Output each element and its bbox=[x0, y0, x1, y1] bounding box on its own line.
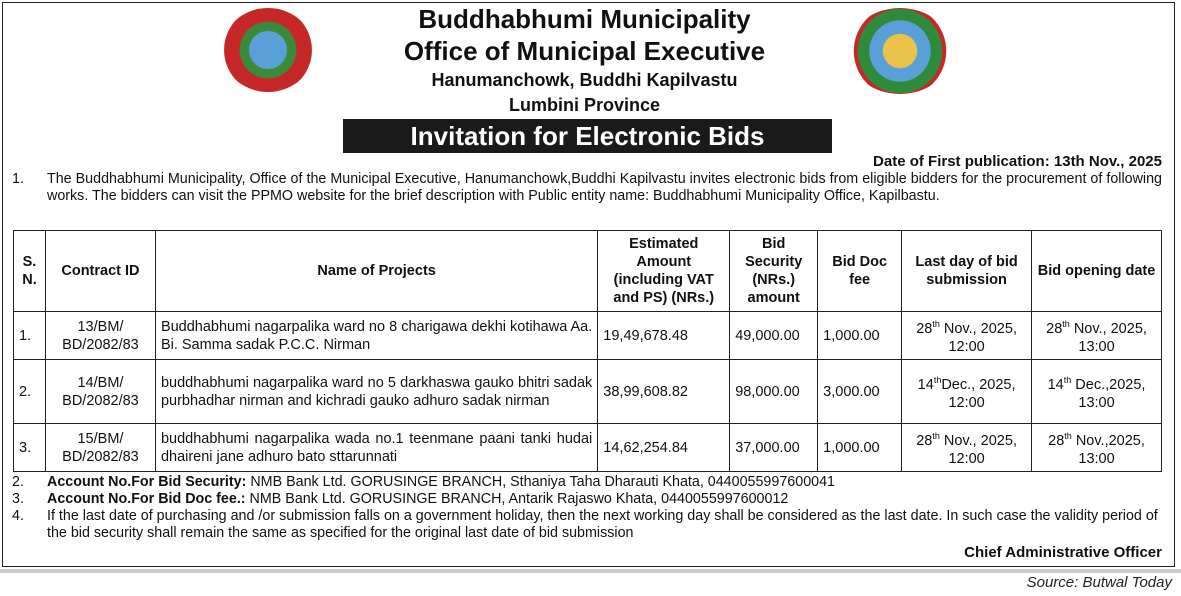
publication-date: Date of First publication: 13th Nov., 2025 bbox=[873, 153, 1162, 170]
date-rest: Dec., 2025, 12:00 bbox=[941, 376, 1016, 411]
date-rest: Nov., 2025, 13:00 bbox=[1069, 320, 1147, 355]
cell-bid-doc-fee: 1,000.00 bbox=[818, 312, 902, 360]
account-label: Account No.For Bid Security: bbox=[47, 474, 247, 490]
day: 28 bbox=[916, 432, 933, 449]
date-rest: Nov., 2025, 12:00 bbox=[939, 320, 1017, 355]
ordinal: th bbox=[1063, 375, 1072, 386]
header-bid-doc-fee: Bid Doc fee bbox=[818, 231, 902, 312]
header-estimated-amount: Estimated Amount (including VAT and PS) (NRs.) bbox=[598, 231, 730, 312]
bids-table bbox=[13, 230, 1162, 472]
day: 14 bbox=[917, 376, 934, 393]
para-text: The Buddhabhumi Municipality, Office of the Municipal Executive, Hanumanchowk,Buddhi Kapilvastu invites electronic bids from eligible bidders for the procurement of following works. The bidders can visit the PPMO website for the brief description with Public entity name: Buddhabhumi Municipality Office, Kapilbastu. bbox=[47, 171, 1162, 204]
cell-contract-id: 15/BM/ BD/2082/83 bbox=[45, 424, 155, 472]
paragraph-3 bbox=[12, 491, 788, 508]
cell-bid-security: 37,000.00 bbox=[730, 424, 818, 472]
ordinal: th bbox=[933, 375, 942, 386]
cell-opening-date bbox=[1032, 424, 1162, 472]
para-number: 2. bbox=[12, 474, 24, 490]
ordinal: th bbox=[932, 431, 940, 442]
title-municipality: Buddhabhumi Municipality bbox=[418, 4, 751, 34]
header-last-day: Last day of bid submission bbox=[902, 231, 1032, 312]
header-bid-security: Bid Security (NRs.) amount bbox=[730, 231, 818, 312]
cell-estimated-amount: 19,49,678.48 bbox=[598, 312, 730, 360]
header-project-name: Name of Projects bbox=[155, 231, 597, 312]
province: Lumbini Province bbox=[508, 95, 661, 115]
cell-project-name: Buddhabhumi nagarpalika ward no 8 charigawa dekhi kotihawa Aa. Bi. Samma sadak P.C.C. Nirman bbox=[155, 312, 597, 360]
cell-estimated-amount: 38,99,608.82 bbox=[598, 360, 730, 424]
paragraph-4 bbox=[12, 508, 1162, 542]
account-label: Account No.For Bid Doc fee.: bbox=[47, 491, 246, 507]
day: 14 bbox=[1047, 376, 1064, 393]
account-text: NMB Bank Ltd. GORUSINGE BRANCH, Antarik Rajaswo Khata, 0440055997600012 bbox=[245, 491, 789, 507]
account-text: NMB Bank Ltd. GORUSINGE BRANCH, Sthaniya Taha Dharauti Khata, 0440055997600041 bbox=[246, 474, 835, 490]
cell-project-name: buddhabhumi nagarpalika wada no.1 teenmane paani tanki hudai dhaireni jane adhuro bato sttarunnati bbox=[155, 424, 597, 472]
cell-opening-date bbox=[1032, 360, 1162, 424]
day: 28 bbox=[1048, 432, 1065, 449]
cell-estimated-amount: 14,62,254.84 bbox=[598, 424, 730, 472]
table-row bbox=[14, 312, 1162, 360]
cell-project-name: buddhabhumi nagarpalika ward no 5 darkhaswa gauko bhitri sadak purbhadhar nirman and kichradi gauko adhuro sadak nirman bbox=[155, 360, 597, 424]
cell-last-day bbox=[902, 312, 1032, 360]
date-rest: Nov., 2025, 12:00 bbox=[939, 432, 1017, 467]
cell-bid-doc-fee: 3,000.00 bbox=[818, 360, 902, 424]
cell-bid-security: 98,000.00 bbox=[730, 360, 818, 424]
day: 28 bbox=[916, 320, 933, 337]
cell-opening-date bbox=[1032, 312, 1162, 360]
cell-last-day bbox=[902, 424, 1032, 472]
date-rest: Dec.,2025, 13:00 bbox=[1071, 376, 1146, 411]
table-row bbox=[14, 360, 1162, 424]
para-text: If the last date of purchasing and /or submission falls on a government holiday, then the next working day shall be considered as the last date. In such case the validity period of the bid security shall remain the same as specified for the original last date of bid submission bbox=[47, 508, 1158, 541]
cell-contract-id: 13/BM/ BD/2082/83 bbox=[45, 312, 155, 360]
para-number: 4. bbox=[12, 508, 24, 524]
cell-sn: 1. bbox=[14, 312, 46, 360]
para-number: 1. bbox=[12, 171, 24, 187]
date-rest: Nov.,2025, 13:00 bbox=[1071, 432, 1145, 467]
ordinal: th bbox=[1064, 431, 1072, 442]
cell-bid-security: 49,000.00 bbox=[730, 312, 818, 360]
notice-banner: Invitation for Electronic Bids bbox=[343, 119, 832, 153]
divider bbox=[0, 569, 1181, 573]
header-contract-id: Contract ID bbox=[45, 231, 155, 312]
source-credit: Source: Butwal Today bbox=[1026, 574, 1172, 591]
para-number: 3. bbox=[12, 491, 24, 507]
header-opening-date: Bid opening date bbox=[1032, 231, 1162, 312]
paragraph-2 bbox=[12, 474, 835, 491]
title-office: Office of Municipal Executive bbox=[403, 36, 766, 66]
cell-contract-id: 14/BM/ BD/2082/83 bbox=[45, 360, 155, 424]
ordinal: th bbox=[1062, 319, 1070, 330]
cell-last-day bbox=[902, 360, 1032, 424]
signature: Chief Administrative Officer bbox=[964, 544, 1162, 561]
table-row bbox=[14, 424, 1162, 472]
paragraph-1 bbox=[12, 171, 1162, 205]
day: 28 bbox=[1046, 320, 1063, 337]
cell-sn: 2. bbox=[14, 360, 46, 424]
ordinal: th bbox=[932, 319, 940, 330]
cell-sn: 3. bbox=[14, 424, 46, 472]
header-sn: S. N. bbox=[14, 231, 46, 312]
address: Hanumanchowk, Buddhi Kapilvastu bbox=[431, 70, 738, 90]
cell-bid-doc-fee: 1,000.00 bbox=[818, 424, 902, 472]
